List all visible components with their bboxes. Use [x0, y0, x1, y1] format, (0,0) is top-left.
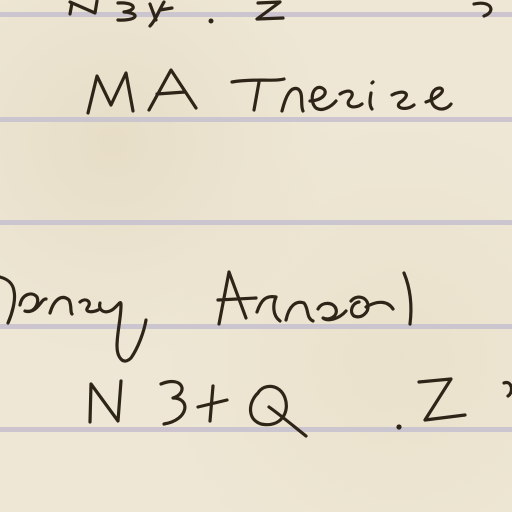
handwritten-line-1	[70, 1, 491, 26]
handwritten-line-2	[88, 70, 451, 113]
handwritten-line-4	[90, 379, 511, 436]
handwritten-line-3	[0, 272, 411, 361]
